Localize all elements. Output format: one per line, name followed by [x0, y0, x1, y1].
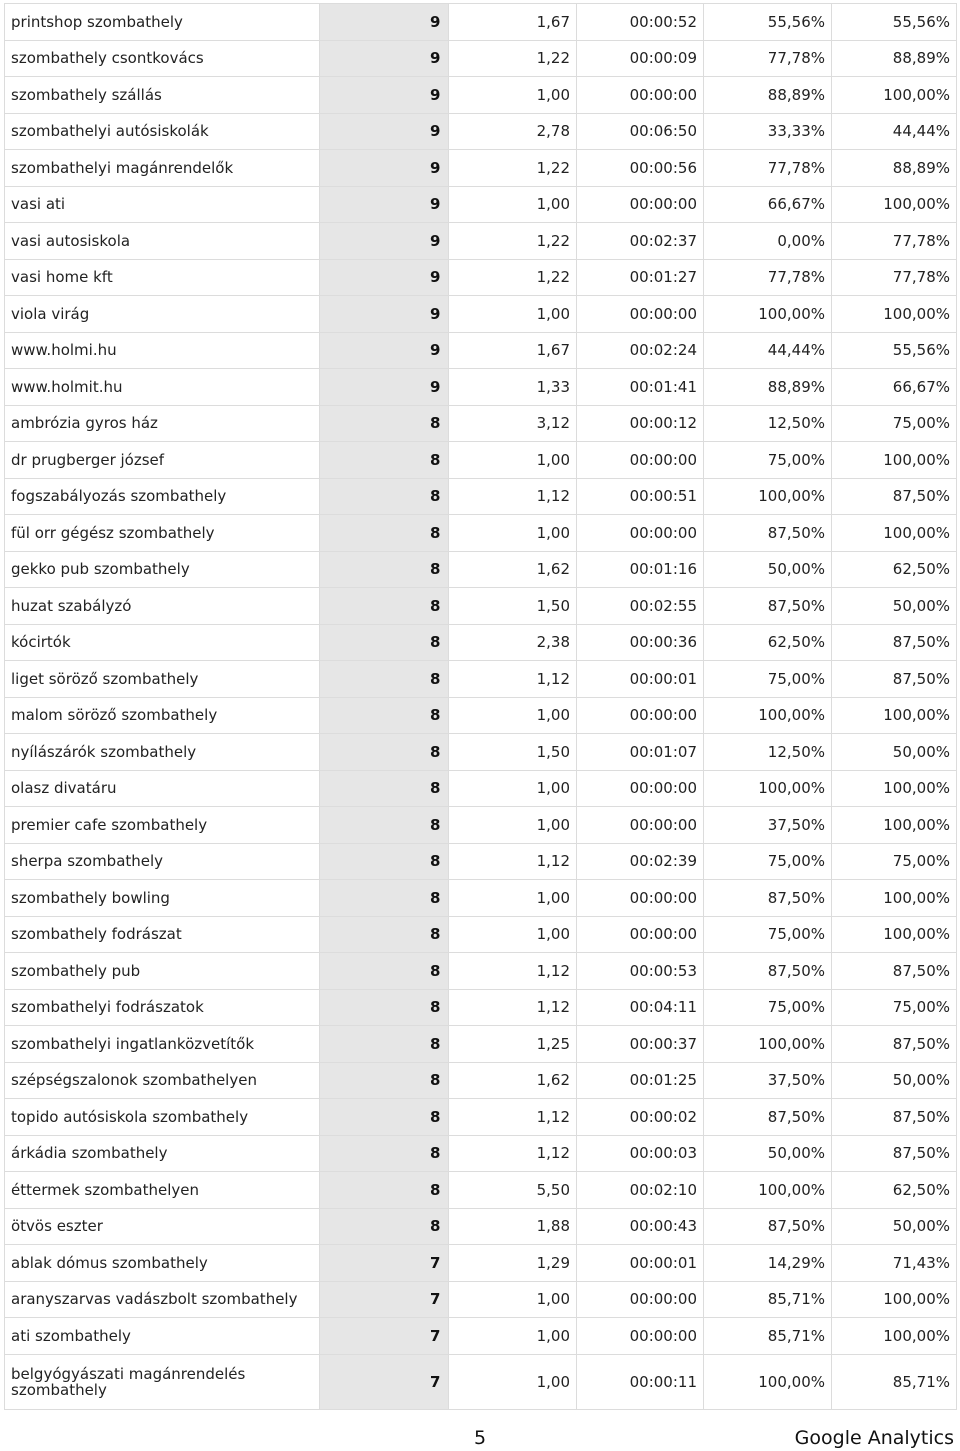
new-visits-cell: 85,71%: [704, 1282, 832, 1319]
keyword-cell: szombathely bowling: [5, 880, 320, 917]
new-visits-cell: 75,00%: [704, 990, 832, 1027]
pages-per-visit-cell: 1,22: [449, 41, 577, 78]
keyword-cell: szombathelyi fodrászatok: [5, 990, 320, 1027]
table-row: [5, 807, 957, 844]
new-visits-cell: 77,78%: [704, 260, 832, 297]
bounce-rate-cell: 50,00%: [832, 734, 957, 771]
new-visits-cell: 87,50%: [704, 588, 832, 625]
bounce-rate-cell: 100,00%: [832, 77, 957, 114]
table-row: [5, 1209, 957, 1246]
keyword-cell: gekko pub szombathely: [5, 552, 320, 589]
new-visits-cell: 88,89%: [704, 77, 832, 114]
visits-cell: 8: [320, 990, 449, 1027]
table-row: [5, 1063, 957, 1100]
visits-cell: 8: [320, 552, 449, 589]
visits-cell: 8: [320, 1063, 449, 1100]
table-row: [5, 479, 957, 516]
avg-duration-cell: 00:04:11: [577, 990, 704, 1027]
pages-per-visit-cell: 1,88: [449, 1209, 577, 1246]
visits-cell: 8: [320, 1136, 449, 1173]
pages-per-visit-cell: 1,62: [449, 552, 577, 589]
new-visits-cell: 77,78%: [704, 41, 832, 78]
visits-cell: 7: [320, 1282, 449, 1319]
keyword-cell: árkádia szombathely: [5, 1136, 320, 1173]
keyword-table: [4, 3, 957, 1410]
new-visits-cell: 66,67%: [704, 187, 832, 224]
avg-duration-cell: 00:00:00: [577, 515, 704, 552]
keyword-cell: ötvös eszter: [5, 1209, 320, 1246]
table-row: [5, 296, 957, 333]
visits-cell: 8: [320, 1099, 449, 1136]
avg-duration-cell: 00:00:00: [577, 296, 704, 333]
pages-per-visit-cell: 1,00: [449, 1318, 577, 1355]
avg-duration-cell: 00:00:56: [577, 150, 704, 187]
new-visits-cell: 50,00%: [704, 552, 832, 589]
avg-duration-cell: 00:02:24: [577, 333, 704, 370]
visits-cell: 9: [320, 150, 449, 187]
pages-per-visit-cell: 1,00: [449, 698, 577, 735]
new-visits-cell: 100,00%: [704, 1172, 832, 1209]
visits-cell: 7: [320, 1318, 449, 1355]
avg-duration-cell: 00:01:41: [577, 369, 704, 406]
visits-cell: 8: [320, 588, 449, 625]
pages-per-visit-cell: 1,29: [449, 1245, 577, 1282]
pages-per-visit-cell: 1,00: [449, 917, 577, 954]
bounce-rate-cell: 100,00%: [832, 442, 957, 479]
pages-per-visit-cell: 1,50: [449, 734, 577, 771]
new-visits-cell: 85,71%: [704, 1318, 832, 1355]
table-row: [5, 260, 957, 297]
bounce-rate-cell: 100,00%: [832, 807, 957, 844]
pages-per-visit-cell: 1,22: [449, 260, 577, 297]
avg-duration-cell: 00:00:00: [577, 187, 704, 224]
bounce-rate-cell: 100,00%: [832, 515, 957, 552]
visits-cell: 8: [320, 406, 449, 443]
table-row: [5, 588, 957, 625]
bounce-rate-cell: 87,50%: [832, 1099, 957, 1136]
visits-cell: 9: [320, 333, 449, 370]
pages-per-visit-cell: 1,67: [449, 4, 577, 41]
keyword-cell: vasi ati: [5, 187, 320, 224]
table-row: [5, 150, 957, 187]
avg-duration-cell: 00:01:07: [577, 734, 704, 771]
pages-per-visit-cell: 1,22: [449, 223, 577, 260]
visits-cell: 8: [320, 698, 449, 735]
avg-duration-cell: 00:00:00: [577, 77, 704, 114]
keyword-cell: belgyógyászati magánrendelés szombathely: [5, 1355, 320, 1410]
table-row: [5, 41, 957, 78]
table-row: [5, 333, 957, 370]
visits-cell: 9: [320, 41, 449, 78]
keyword-cell: kócirtók: [5, 625, 320, 662]
avg-duration-cell: 00:00:01: [577, 661, 704, 698]
pages-per-visit-cell: 2,78: [449, 114, 577, 151]
pages-per-visit-cell: 1,50: [449, 588, 577, 625]
visits-cell: 9: [320, 296, 449, 333]
keyword-cell: vasi home kft: [5, 260, 320, 297]
avg-duration-cell: 00:06:50: [577, 114, 704, 151]
bounce-rate-cell: 77,78%: [832, 260, 957, 297]
bounce-rate-cell: 62,50%: [832, 1172, 957, 1209]
bounce-rate-cell: 100,00%: [832, 698, 957, 735]
pages-per-visit-cell: 1,12: [449, 844, 577, 881]
table-row: [5, 771, 957, 808]
new-visits-cell: 87,50%: [704, 953, 832, 990]
pages-per-visit-cell: 1,00: [449, 442, 577, 479]
new-visits-cell: 0,00%: [704, 223, 832, 260]
avg-duration-cell: 00:01:16: [577, 552, 704, 589]
pages-per-visit-cell: 1,67: [449, 333, 577, 370]
table-row: [5, 990, 957, 1027]
new-visits-cell: 100,00%: [704, 1355, 832, 1410]
table-row: [5, 661, 957, 698]
table-row: [5, 4, 957, 41]
visits-cell: 8: [320, 442, 449, 479]
pages-per-visit-cell: 2,38: [449, 625, 577, 662]
avg-duration-cell: 00:01:25: [577, 1063, 704, 1100]
bounce-rate-cell: 66,67%: [832, 369, 957, 406]
avg-duration-cell: 00:01:27: [577, 260, 704, 297]
avg-duration-cell: 00:00:02: [577, 1099, 704, 1136]
new-visits-cell: 14,29%: [704, 1245, 832, 1282]
visits-cell: 8: [320, 625, 449, 662]
new-visits-cell: 75,00%: [704, 661, 832, 698]
keyword-cell: aranyszarvas vadászbolt szombathely: [5, 1282, 320, 1319]
keyword-cell: www.holmit.hu: [5, 369, 320, 406]
table-row: [5, 880, 957, 917]
keyword-cell: dr prugberger józsef: [5, 442, 320, 479]
avg-duration-cell: 00:02:37: [577, 223, 704, 260]
pages-per-visit-cell: 1,33: [449, 369, 577, 406]
bounce-rate-cell: 75,00%: [832, 990, 957, 1027]
pages-per-visit-cell: 1,00: [449, 807, 577, 844]
visits-cell: 8: [320, 1209, 449, 1246]
new-visits-cell: 37,50%: [704, 807, 832, 844]
pages-per-visit-cell: 1,22: [449, 150, 577, 187]
bounce-rate-cell: 100,00%: [832, 771, 957, 808]
new-visits-cell: 44,44%: [704, 333, 832, 370]
bounce-rate-cell: 87,50%: [832, 1026, 957, 1063]
avg-duration-cell: 00:00:11: [577, 1355, 704, 1410]
pages-per-visit-cell: 1,25: [449, 1026, 577, 1063]
visits-cell: 9: [320, 187, 449, 224]
bounce-rate-cell: 87,50%: [832, 661, 957, 698]
avg-duration-cell: 00:00:53: [577, 953, 704, 990]
table-row: [5, 77, 957, 114]
table-row: [5, 114, 957, 151]
table-row: [5, 1026, 957, 1063]
table-row: [5, 1172, 957, 1209]
bounce-rate-cell: 87,50%: [832, 479, 957, 516]
keyword-cell: fül orr gégész szombathely: [5, 515, 320, 552]
new-visits-cell: 12,50%: [704, 734, 832, 771]
keyword-cell: www.holmi.hu: [5, 333, 320, 370]
keyword-cell: malom söröző szombathely: [5, 698, 320, 735]
new-visits-cell: 33,33%: [704, 114, 832, 151]
new-visits-cell: 100,00%: [704, 698, 832, 735]
keyword-cell: sherpa szombathely: [5, 844, 320, 881]
avg-duration-cell: 00:00:00: [577, 1282, 704, 1319]
avg-duration-cell: 00:00:00: [577, 807, 704, 844]
bounce-rate-cell: 88,89%: [832, 41, 957, 78]
new-visits-cell: 75,00%: [704, 844, 832, 881]
bounce-rate-cell: 100,00%: [832, 296, 957, 333]
new-visits-cell: 12,50%: [704, 406, 832, 443]
avg-duration-cell: 00:02:55: [577, 588, 704, 625]
bounce-rate-cell: 100,00%: [832, 187, 957, 224]
visits-cell: 8: [320, 917, 449, 954]
table-row: [5, 1282, 957, 1319]
visits-cell: 8: [320, 661, 449, 698]
table-row: [5, 187, 957, 224]
table-row: [5, 698, 957, 735]
visits-cell: 8: [320, 880, 449, 917]
visits-cell: 8: [320, 953, 449, 990]
keyword-cell: ambrózia gyros ház: [5, 406, 320, 443]
table-row: [5, 552, 957, 589]
keyword-cell: vasi autosiskola: [5, 223, 320, 260]
keyword-cell: szombathelyi ingatlanközvetítők: [5, 1026, 320, 1063]
table-row: [5, 442, 957, 479]
visits-cell: 9: [320, 114, 449, 151]
table-row: [5, 1318, 957, 1355]
bounce-rate-cell: 50,00%: [832, 588, 957, 625]
new-visits-cell: 77,78%: [704, 150, 832, 187]
table-row: [5, 1245, 957, 1282]
bounce-rate-cell: 100,00%: [832, 917, 957, 954]
bounce-rate-cell: 75,00%: [832, 844, 957, 881]
visits-cell: 8: [320, 1026, 449, 1063]
avg-duration-cell: 00:00:00: [577, 880, 704, 917]
avg-duration-cell: 00:00:00: [577, 771, 704, 808]
visits-cell: 7: [320, 1245, 449, 1282]
bounce-rate-cell: 87,50%: [832, 1136, 957, 1173]
table-row: [5, 515, 957, 552]
keyword-cell: éttermek szombathelyen: [5, 1172, 320, 1209]
bounce-rate-cell: 75,00%: [832, 406, 957, 443]
new-visits-cell: 37,50%: [704, 1063, 832, 1100]
brand-label: Google Analytics: [794, 1427, 954, 1449]
table-row: [5, 223, 957, 260]
avg-duration-cell: 00:00:00: [577, 698, 704, 735]
keyword-cell: szépségszalonok szombathelyen: [5, 1063, 320, 1100]
avg-duration-cell: 00:00:52: [577, 4, 704, 41]
keyword-cell: nyílászárók szombathely: [5, 734, 320, 771]
bounce-rate-cell: 87,50%: [832, 625, 957, 662]
new-visits-cell: 87,50%: [704, 1099, 832, 1136]
new-visits-cell: 100,00%: [704, 296, 832, 333]
pages-per-visit-cell: 1,00: [449, 880, 577, 917]
pages-per-visit-cell: 1,00: [449, 515, 577, 552]
visits-cell: 8: [320, 807, 449, 844]
keyword-cell: viola virág: [5, 296, 320, 333]
pages-per-visit-cell: 3,12: [449, 406, 577, 443]
avg-duration-cell: 00:00:09: [577, 41, 704, 78]
new-visits-cell: 88,89%: [704, 369, 832, 406]
pages-per-visit-cell: 1,00: [449, 771, 577, 808]
new-visits-cell: 100,00%: [704, 479, 832, 516]
new-visits-cell: 100,00%: [704, 771, 832, 808]
visits-cell: 9: [320, 223, 449, 260]
bounce-rate-cell: 77,78%: [832, 223, 957, 260]
pages-per-visit-cell: 1,12: [449, 1136, 577, 1173]
pages-per-visit-cell: 1,00: [449, 296, 577, 333]
table-row: [5, 625, 957, 662]
avg-duration-cell: 00:00:51: [577, 479, 704, 516]
visits-cell: 8: [320, 771, 449, 808]
avg-duration-cell: 00:02:10: [577, 1172, 704, 1209]
bounce-rate-cell: 100,00%: [832, 880, 957, 917]
pages-per-visit-cell: 1,00: [449, 1355, 577, 1410]
visits-cell: 8: [320, 844, 449, 881]
keyword-cell: premier cafe szombathely: [5, 807, 320, 844]
pages-per-visit-cell: 1,12: [449, 953, 577, 990]
bounce-rate-cell: 88,89%: [832, 150, 957, 187]
new-visits-cell: 50,00%: [704, 1136, 832, 1173]
avg-duration-cell: 00:00:00: [577, 442, 704, 479]
keyword-cell: szombathely csontkovács: [5, 41, 320, 78]
new-visits-cell: 100,00%: [704, 1026, 832, 1063]
keyword-cell: huzat szabályzó: [5, 588, 320, 625]
keyword-cell: szombathely szállás: [5, 77, 320, 114]
visits-cell: 8: [320, 515, 449, 552]
avg-duration-cell: 00:00:03: [577, 1136, 704, 1173]
keyword-cell: ati szombathely: [5, 1318, 320, 1355]
new-visits-cell: 55,56%: [704, 4, 832, 41]
table-row: [5, 953, 957, 990]
avg-duration-cell: 00:00:00: [577, 917, 704, 954]
keyword-cell: printshop szombathely: [5, 4, 320, 41]
bounce-rate-cell: 55,56%: [832, 333, 957, 370]
pages-per-visit-cell: 1,00: [449, 1282, 577, 1319]
keyword-cell: liget söröző szombathely: [5, 661, 320, 698]
visits-cell: 7: [320, 1355, 449, 1410]
table-row: [5, 1355, 957, 1410]
avg-duration-cell: 00:00:36: [577, 625, 704, 662]
table-row: [5, 1136, 957, 1173]
keyword-cell: fogszabályozás szombathely: [5, 479, 320, 516]
pages-per-visit-cell: 1,00: [449, 187, 577, 224]
bounce-rate-cell: 62,50%: [832, 552, 957, 589]
table-row: [5, 369, 957, 406]
table-row: [5, 734, 957, 771]
bounce-rate-cell: 100,00%: [832, 1318, 957, 1355]
new-visits-cell: 75,00%: [704, 442, 832, 479]
keyword-cell: szombathely fodrászat: [5, 917, 320, 954]
keyword-cell: olasz divatáru: [5, 771, 320, 808]
pages-per-visit-cell: 1,12: [449, 479, 577, 516]
bounce-rate-cell: 50,00%: [832, 1209, 957, 1246]
visits-cell: 9: [320, 4, 449, 41]
bounce-rate-cell: 44,44%: [832, 114, 957, 151]
pages-per-visit-cell: 1,62: [449, 1063, 577, 1100]
avg-duration-cell: 00:00:00: [577, 1318, 704, 1355]
visits-cell: 8: [320, 479, 449, 516]
table-row: [5, 844, 957, 881]
new-visits-cell: 87,50%: [704, 880, 832, 917]
bounce-rate-cell: 50,00%: [832, 1063, 957, 1100]
page-number: 5: [474, 1427, 487, 1449]
pages-per-visit-cell: 1,00: [449, 77, 577, 114]
avg-duration-cell: 00:00:43: [577, 1209, 704, 1246]
visits-cell: 8: [320, 1172, 449, 1209]
new-visits-cell: 87,50%: [704, 1209, 832, 1246]
table-row: [5, 1099, 957, 1136]
table-row: [5, 406, 957, 443]
bounce-rate-cell: 85,71%: [832, 1355, 957, 1410]
bounce-rate-cell: 55,56%: [832, 4, 957, 41]
visits-cell: 9: [320, 260, 449, 297]
avg-duration-cell: 00:00:37: [577, 1026, 704, 1063]
keyword-cell: szombathely pub: [5, 953, 320, 990]
visits-cell: 9: [320, 369, 449, 406]
avg-duration-cell: 00:00:12: [577, 406, 704, 443]
bounce-rate-cell: 100,00%: [832, 1282, 957, 1319]
visits-cell: 9: [320, 77, 449, 114]
bounce-rate-cell: 71,43%: [832, 1245, 957, 1282]
visits-cell: 8: [320, 734, 449, 771]
avg-duration-cell: 00:00:01: [577, 1245, 704, 1282]
keyword-cell: topido autósiskola szombathely: [5, 1099, 320, 1136]
new-visits-cell: 62,50%: [704, 625, 832, 662]
keyword-cell: szombathelyi magánrendelők: [5, 150, 320, 187]
avg-duration-cell: 00:02:39: [577, 844, 704, 881]
keyword-cell: ablak dómus szombathely: [5, 1245, 320, 1282]
pages-per-visit-cell: 1,12: [449, 1099, 577, 1136]
bounce-rate-cell: 87,50%: [832, 953, 957, 990]
pages-per-visit-cell: 1,12: [449, 661, 577, 698]
pages-per-visit-cell: 5,50: [449, 1172, 577, 1209]
keyword-cell: szombathelyi autósiskolák: [5, 114, 320, 151]
new-visits-cell: 75,00%: [704, 917, 832, 954]
table-row: [5, 917, 957, 954]
new-visits-cell: 87,50%: [704, 515, 832, 552]
pages-per-visit-cell: 1,12: [449, 990, 577, 1027]
